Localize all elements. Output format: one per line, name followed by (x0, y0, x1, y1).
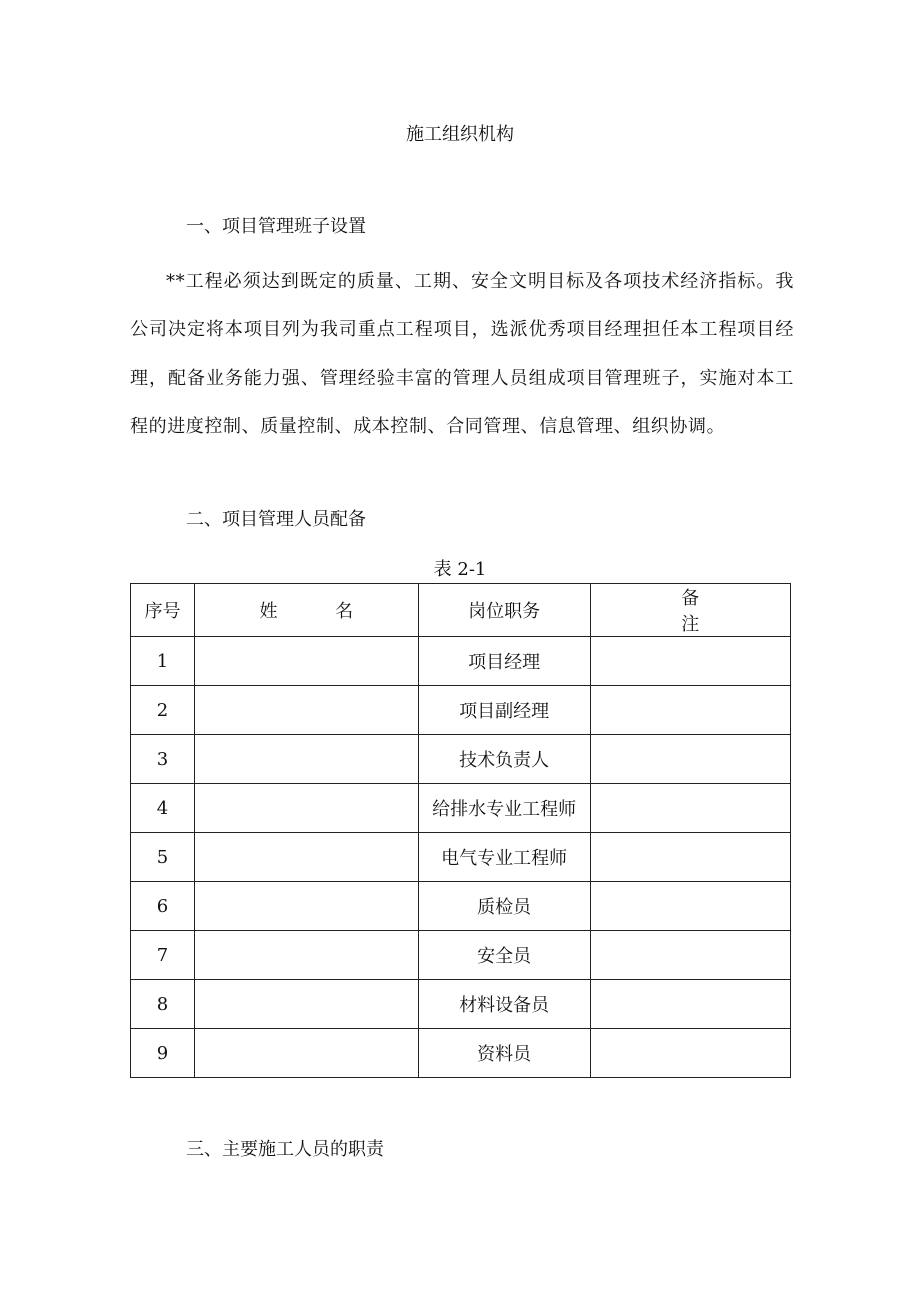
cell-position: 材料设备员 (418, 980, 590, 1029)
cell-remarks (590, 1029, 790, 1078)
cell-remarks (590, 686, 790, 735)
cell-name (194, 735, 418, 784)
cell-serial-number: 9 (131, 1029, 195, 1078)
cell-position: 安全员 (418, 931, 590, 980)
staff-table (130, 583, 791, 1078)
cell-name (194, 833, 418, 882)
cell-name (194, 882, 418, 931)
table-caption: 表 2-1 (433, 559, 487, 580)
section-heading-staffing: 二、项目管理人员配备 (186, 509, 366, 530)
cell-position: 项目经理 (418, 637, 590, 686)
table-row (131, 637, 791, 686)
header-remarks: 备注 (590, 584, 790, 637)
table-body (131, 637, 791, 1078)
cell-serial-number: 7 (131, 931, 195, 980)
cell-serial-number: 3 (131, 735, 195, 784)
table-row (131, 931, 791, 980)
cell-name (194, 784, 418, 833)
document-title: 施工组织机构 (406, 124, 514, 145)
table-header-row (131, 584, 791, 637)
cell-remarks (590, 784, 790, 833)
table-row (131, 882, 791, 931)
header-serial-number: 序号 (131, 584, 195, 637)
cell-name (194, 1029, 418, 1078)
cell-remarks (590, 882, 790, 931)
table-row (131, 833, 791, 882)
cell-name (194, 637, 418, 686)
cell-serial-number: 1 (131, 637, 195, 686)
cell-position: 资料员 (418, 1029, 590, 1078)
cell-position: 质检员 (418, 882, 590, 931)
cell-position: 电气专业工程师 (418, 833, 590, 882)
cell-name (194, 686, 418, 735)
cell-remarks (590, 637, 790, 686)
cell-serial-number: 8 (131, 980, 195, 1029)
section-heading-duties: 三、主要施工人员的职责 (186, 1139, 384, 1160)
cell-remarks (590, 980, 790, 1029)
cell-serial-number: 5 (131, 833, 195, 882)
header-position: 岗位职务 (418, 584, 590, 637)
table-row (131, 1029, 791, 1078)
header-name: 姓名 (194, 584, 418, 637)
cell-serial-number: 4 (131, 784, 195, 833)
cell-remarks (590, 735, 790, 784)
section-paragraph-team-setup: **工程必须达到既定的质量、工期、安全文明目标及各项技术经济指标。我公司决定将本项目列为我司重点工程项目，选派优秀项目经理担任本工程项目经理，配备业务能力强、管理经验丰富的管理人员组成项目管理班子，实施对本工程的进度控制、质量控制、成本控制、合同管理、信息管理、组织协调。 (130, 271, 794, 438)
section-heading-team-setup: 一、项目管理班子设置 (186, 216, 366, 237)
cell-remarks (590, 833, 790, 882)
table-row (131, 735, 791, 784)
table-row (131, 686, 791, 735)
cell-remarks (590, 931, 790, 980)
table-row (131, 784, 791, 833)
cell-position: 给排水专业工程师 (418, 784, 590, 833)
table-row (131, 980, 791, 1029)
cell-name (194, 980, 418, 1029)
cell-serial-number: 6 (131, 882, 195, 931)
cell-serial-number: 2 (131, 686, 195, 735)
cell-name (194, 931, 418, 980)
cell-position: 项目副经理 (418, 686, 590, 735)
cell-position: 技术负责人 (418, 735, 590, 784)
